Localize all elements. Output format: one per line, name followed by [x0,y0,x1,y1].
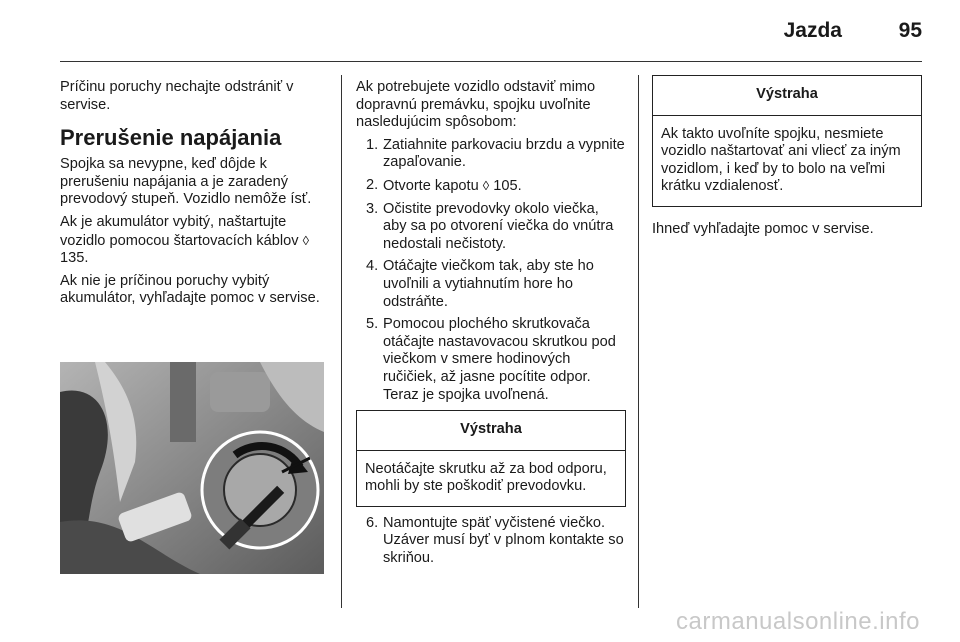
column-divider [341,75,342,608]
warning-box [356,410,626,507]
list-item [356,201,626,254]
step-number: 2. [366,176,379,193]
warning-title: Výstraha [357,411,625,451]
warning-box [652,75,922,207]
list-item [356,515,626,568]
header-rule [60,61,922,62]
steps-list [356,515,626,568]
steps-list [356,137,626,404]
section-title: Jazda [783,19,842,42]
column-left [60,79,328,313]
engine-illustration [60,362,324,574]
column-middle [356,79,626,573]
warning-text: Ak takto uvoľníte spojku, nesmiete vozidlo naštartovať ani vliecť za iným vozidlom, i keď by to bolo na veľmi krátku vzdialenosť. [661,125,901,195]
watermark: carmanualsonline.info [676,608,920,635]
step-number: 3. [366,200,379,217]
page-header [0,0,960,62]
step-text: Zatiahnite parkovaciu brzdu a vypnite zapaľovanie. [383,136,625,171]
page-ref-arrow-icon: ◊ [302,232,309,248]
paragraph: Spojka sa nevypne, keď dôjde k prerušeniu napájania a je zaradený prevodový stupeň. Vozidlo nemôže ísť. [60,156,312,208]
list-item [356,316,626,404]
list-item [356,177,626,196]
step-number: 1. [366,136,379,153]
engine-photo-graphic [60,362,324,574]
step-number: 5. [366,316,379,333]
page-ref: 105. [493,177,522,194]
column-right [652,79,922,244]
column-divider [638,75,639,608]
paragraph-text: Ak je akumulátor vybitý, naštartujte vozidlo pomocou štartovacích káblov [60,213,299,249]
warning-text: Neotáčajte skrutku až za bod odporu, mohli by ste poškodiť prevodovku. [365,460,607,495]
page-number: 95 [898,19,922,42]
step-text: Otáčajte viečkom tak, aby ste ho uvoľnili a vytiahnutím hore ho odstráňte. [383,258,594,310]
step-text: Otvorte kapotu [383,177,479,194]
list-item [356,137,626,172]
paragraph [60,214,328,268]
intro-paragraph: Príčinu poruchy nechajte odstrániť v servise. [60,79,294,113]
list-item [356,258,626,311]
step-text: Očistite prevodovky okolo viečka, aby sa po otvorení viečka do vnútra nedostali nečistoty. [383,200,614,252]
page-ref: 135. [60,250,89,267]
page-ref-arrow-icon: ◊ [482,177,490,193]
step-number: 4. [366,258,379,275]
paragraph: Ak nie je príčinou poruchy vybitý akumulátor, vyhľadajte pomoc v servise. [60,272,320,307]
warning-title: Výstraha [653,76,921,116]
section-heading: Prerušenie napájania [60,125,282,151]
intro-paragraph: Ak potrebujete vozidlo odstaviť mimo dopravnú premávku, spojku uvoľnite nasledujúcim spôsobom: [356,79,596,131]
paragraph: Ihneď vyhľadajte pomoc v servise. [652,220,874,237]
step-text: Pomocou plochého skrutkovača otáčajte nastavovacou skrutkou pod viečkom v smere hodinových ručičiek, až jasne pocítite odpor. Teraz je spojka uvoľnená. [383,316,616,403]
step-number: 6. [366,514,379,531]
step-text: Namontujte späť vyčistené viečko. Uzáver musí byť v plnom kontakte so skriňou. [383,514,624,567]
